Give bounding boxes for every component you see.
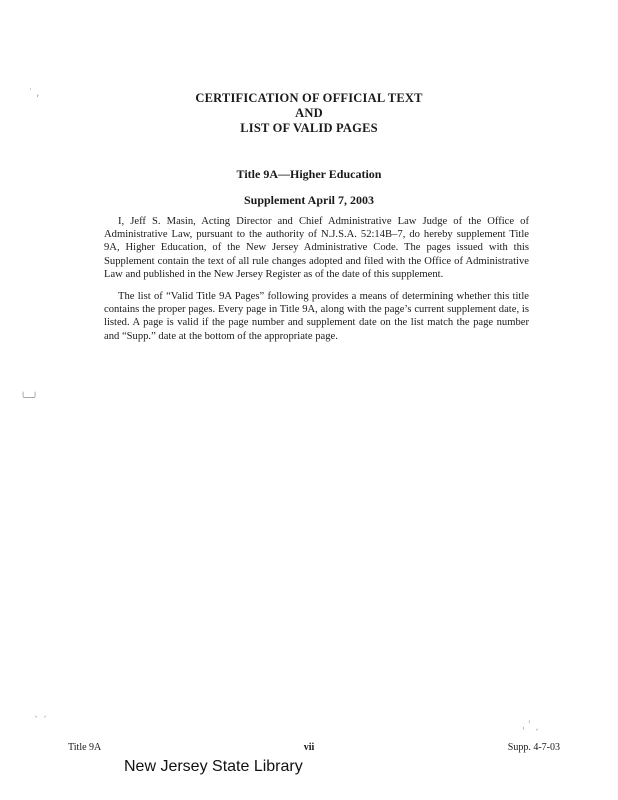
header-line-3: LIST OF VALID PAGES <box>240 121 378 135</box>
valid-pages-paragraph: The list of “Valid Title 9A Pages” following provides a means of determining whether this title contains the proper pages. Every page in Title 9A, along with the page’s current supplement date, is listed. A page is valid if the page number and supplement date on the list match the page number and “Supp.” date at the bottom of the appropriate page. <box>104 291 529 342</box>
supplement-heading: Supplement April 7, 2003 <box>243 193 375 207</box>
scan-mark: ˙ , <box>28 88 40 99</box>
scan-mark: ˌ ˈ ˏ <box>522 720 539 731</box>
footer-supplement-date: Supp. 4-7-03 <box>507 742 560 753</box>
header-line-2: AND <box>295 106 323 120</box>
scan-mark: ˎ ˏ <box>34 707 48 718</box>
certification-paragraph: I, Jeff S. Masin, Acting Director and Chief Administrative Law Judge of the Office of Administrative Law, pursuant to the authority of N.J.S.A. 52:14B–7, do hereby supplement Title 9A, Higher Education, of the New Jersey Administrative Code. The pages issued with this Supplement contain the text of all rule changes adopted and filed with the Office of Administrative Law and published in the New Jersey Register as of the date of this supplement. <box>104 216 529 280</box>
footer-title: Title 9A <box>68 742 102 753</box>
title-heading: Title 9A—Higher Education <box>236 167 382 181</box>
library-stamp: New Jersey State Library <box>124 758 303 775</box>
footer-page-number: vii <box>303 742 315 753</box>
scan-mark: ╰─╯ <box>20 393 39 404</box>
header-line-1: CERTIFICATION OF OFFICIAL TEXT <box>195 91 423 105</box>
